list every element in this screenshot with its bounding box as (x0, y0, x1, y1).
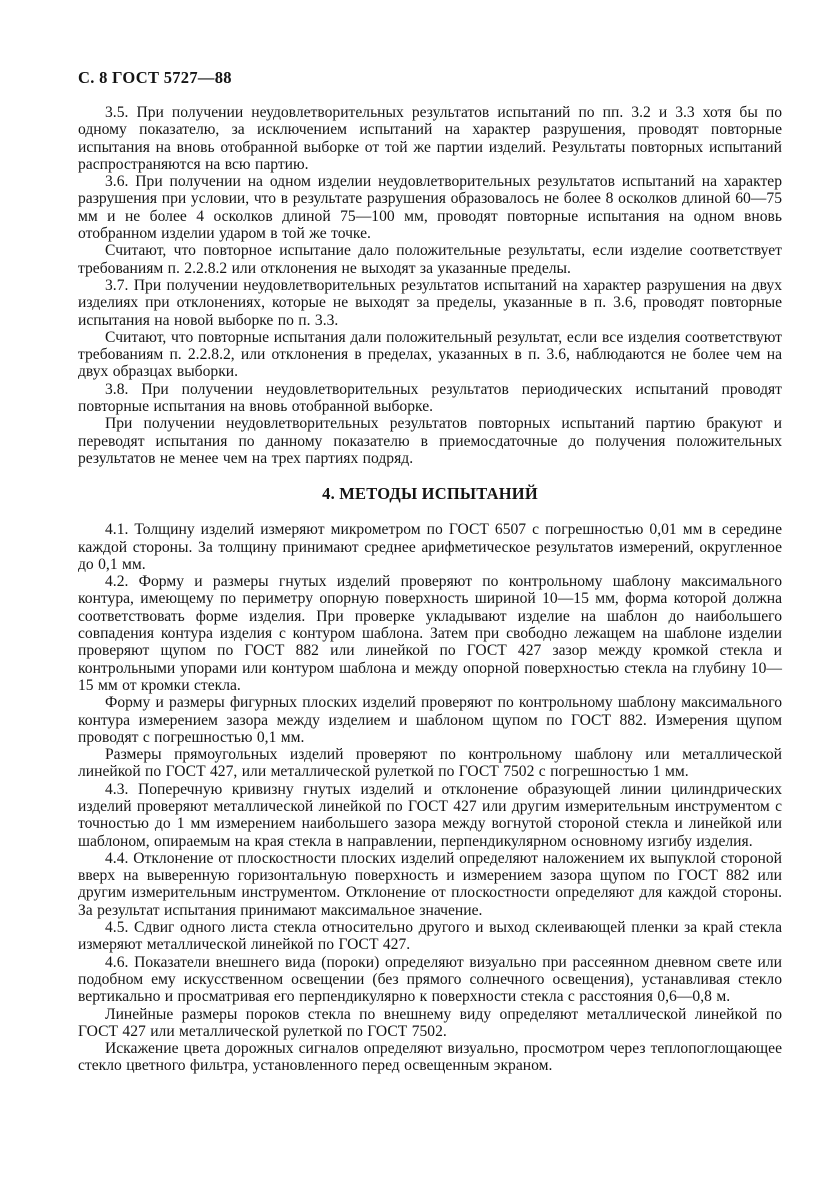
section-4-heading: 4. МЕТОДЫ ИСПЫТАНИЙ (322, 484, 538, 504)
page-header: С. 8 ГОСТ 5727—88 (78, 68, 232, 87)
paragraph-4-6-color: Искажение цвета дорожных сигналов определяют визуально, просмотром через теплопоглощающее стекло цветного фильтра, установленного перед освещенным экраном. (78, 1040, 782, 1075)
paragraph-4-6-linear: Линейные размеры пороков стекла по внешнему виду определяют металлической линейкой по ГОСТ 427 или металлической рулеткой по ГОСТ 7502. (78, 1005, 782, 1040)
paragraph-4-6: 4.6. Показатели внешнего вида (пороки) определяют визуально при рассеянном дневном свете или подобном ему искусственном освещении (без прямого солнечного освещения), устанавливая стекло вертикально и просматривая его перпендикулярно к поверхности стекла с расстояния 0,6—0,8 м. (78, 953, 782, 1006)
paragraph-4-4: 4.4. Отклонение от плоскостности плоских изделий определяют наложением их выпуклой стороной вверх на выверенную горизонтальную поверхность и измерением зазора щупом по ГОСТ 882 или другим измерительным инструментом. Отклонение от плоскостности определяют для каждой стороны. За результат испытания принимают максимальное значение. (78, 849, 782, 919)
paragraph-3-5: 3.5. При получении неудовлетворительных результатов испытаний по пп. 3.2 и 3.3 хотя бы по одному показателю, за исключением испытаний на характер разрушения, проводят повторные испытания на вновь отобранной выборке от той же партии изделий. Результаты повторных испытаний распространяются на всю партию. (78, 104, 782, 173)
paragraph-4-5: 4.5. Сдвиг одного листа стекла относительно другого и выход склеивающей пленки за край стекла измеряют металлической линейкой по ГОСТ 427. (78, 919, 782, 954)
paragraph-4-3: 4.3. Поперечную кривизну гнутых изделий и отклонение образующей линии цилиндрических изделий проверяют металлической линейкой по ГОСТ 427 или другим измерительным инструментом с точностью до 1 мм измерением наибольшего зазора между вогнутой стороной стекла и линейкой или шаблоном, опираемым на края стекла в направлении, перпендикулярном основному изгибу изделия. (78, 780, 782, 850)
paragraph-3-6: 3.6. При получении на одном изделии неудовлетворительных результатов испытаний на характер разрушения при условии, что в результате разрушения образовалось не более 8 осколков длиной 60—75 мм и не более 4 осколков длиной 75—100 мм, проводят повторные испытания на одном вновь отобранном изделии ударом в той же точке. (78, 173, 782, 243)
paragraph-3-8: 3.8. При получении неудовлетворительных результатов периодических испытаний проводят повторные испытания на вновь отобранной выборке. (78, 380, 782, 416)
paragraph-4-2-rectangular: Размеры прямоугольных изделий проверяют по контрольному шаблону или металлической линейкой по ГОСТ 427, или металлической рулеткой по ГОСТ 7502 с погрешностью 1 мм. (78, 746, 782, 781)
paragraph-3-7-note: Считают, что повторные испытания дали положительный результат, если все изделия соответствуют требованиям п. 2.2.8.2, или отклонения в пределах, указанных в п. 3.6, наблюдаются не более чем на двух образцах выборки. (78, 328, 782, 381)
paragraph-4-2-figured: Форму и размеры фигурных плоских изделий проверяют по контрольному шаблону максимального контура измерением зазора между изделием и шаблоном щупом по ГОСТ 882. Измерения щупом проводят с погрешностью 0,1 мм. (78, 694, 782, 746)
paragraph-3-8-note: При получении неудовлетворительных результатов повторных испытаний партию бракуют и переводят испытания по данному показателю в приемосдаточные до получения положительных результатов не менее чем на трех партиях подряд. (78, 415, 782, 467)
paragraph-4-1: 4.1. Толщину изделий измеряют микрометром по ГОСТ 6507 с погрешностью 0,01 мм в середине каждой стороны. За толщину принимают среднее арифметическое результатов измерений, округленное до 0,1 мм. (78, 521, 782, 573)
document-body (78, 104, 782, 1075)
paragraph-3-7: 3.7. При получении неудовлетворительных результатов испытаний на характер разрушения на двух изделиях при отклонениях, которые не выходят за пределы, указанные в п. 3.6, проводят повторные испытания на новой выборке по п. 3.3. (78, 276, 782, 329)
paragraph-3-6-note: Считают, что повторное испытание дало положительные результаты, если изделие соответствует требованиям п. 2.2.8.2 или отклонения не выходят за указанные пределы. (78, 242, 782, 277)
paragraph-4-2: 4.2. Форму и размеры гнутых изделий проверяют по контрольному шаблону максимального контура, имеющему по периметру опорную поверхность шириной 10—15 мм, форма которой должна соответствовать форме изделия. При проверке укладывают изделие на шаблон до наибольшего совпадения контура изделия с контуром шаблона. Затем при свободно лежащем на шаблоне изделии проверяют щупом по ГОСТ 882 или линейкой по ГОСТ 427 зазор между кромкой стекла и контрольными упорами или контуром шаблона и между опорной поверхностью стекла на глубину 10—15 мм от кромки стекла. (78, 573, 782, 694)
